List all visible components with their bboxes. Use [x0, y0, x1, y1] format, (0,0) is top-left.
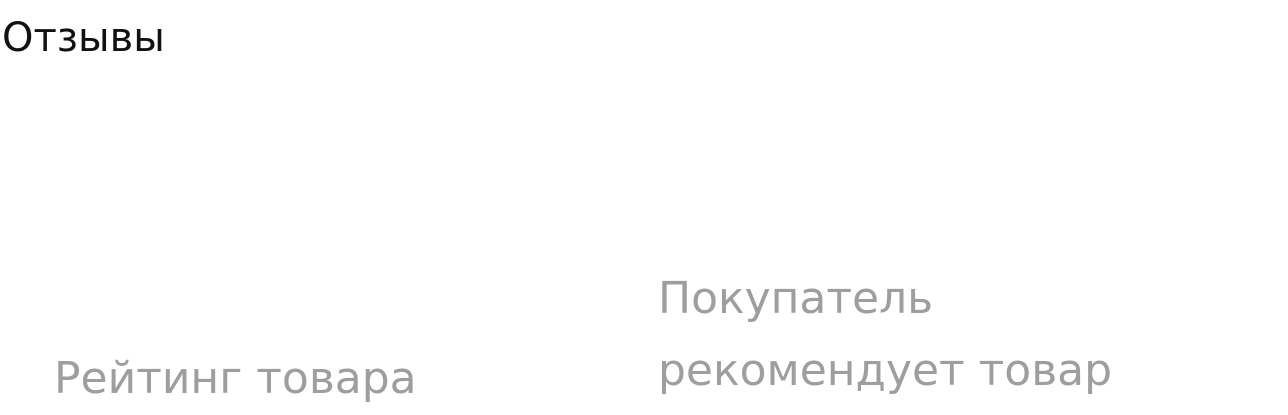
buyer-recommends-label-line-2: рекомендует товар	[658, 345, 1113, 396]
buyer-recommends-label-line-1: Покупатель	[658, 273, 934, 324]
product-rating-label: Рейтинг товара	[54, 353, 417, 404]
reviews-title: Отзывы	[2, 15, 165, 61]
buyer-recommends-label	[658, 263, 1218, 407]
